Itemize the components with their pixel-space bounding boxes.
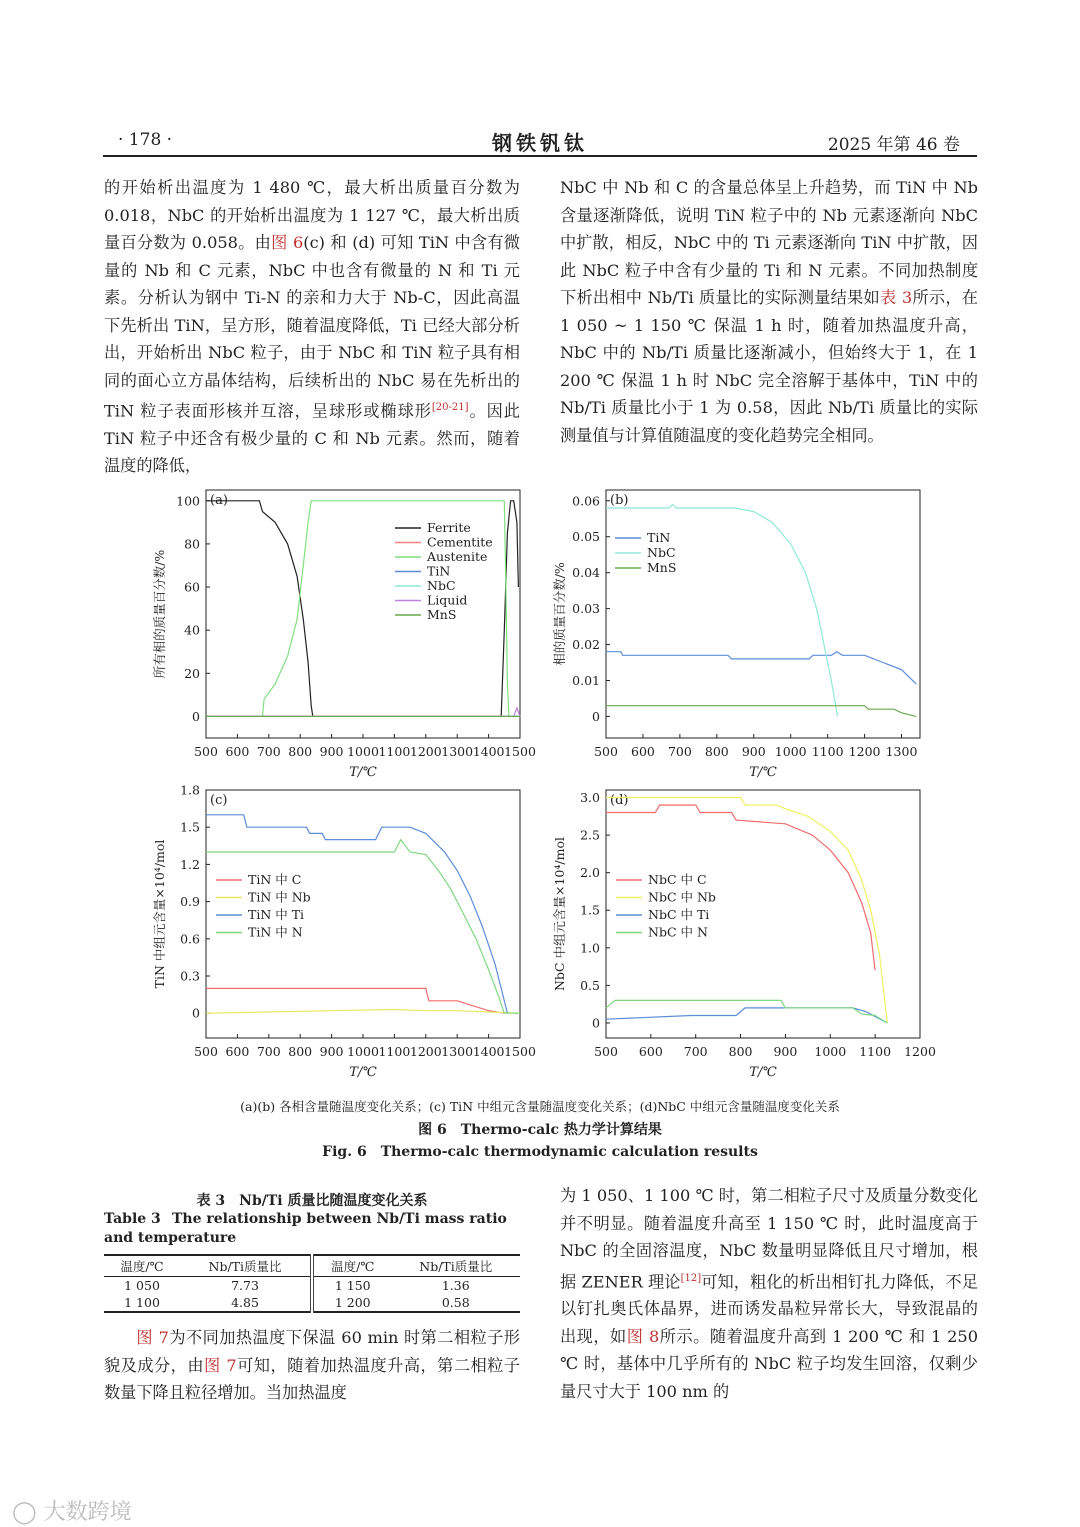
x-tick-label: 900 xyxy=(773,1044,798,1059)
x-tick-label: 500 xyxy=(194,1044,218,1059)
x-tick-label: 600 xyxy=(225,744,250,759)
text-segment: 可知，随着加热温度升高，第二相粒子数量下降且粒径增加。当加热温度 xyxy=(104,1355,521,1402)
watermark-icon: ◯ xyxy=(12,1500,37,1525)
x-tick-label: 1100 xyxy=(378,744,411,759)
text-segment: 为不同加热温度下保温 60 min 时第二相粒子形貌及成分，由 xyxy=(104,1328,520,1375)
table-header-cell: 温度/℃ xyxy=(120,1259,164,1274)
y-tick-label: 2.5 xyxy=(580,827,600,843)
chart-c xyxy=(150,782,536,1088)
panel-label: (c) xyxy=(210,793,228,808)
y-tick-label: 0.5 xyxy=(580,977,600,993)
x-axis-label: T/℃ xyxy=(349,1065,377,1080)
table-cell: 0.58 xyxy=(441,1295,470,1310)
x-tick-label: 800 xyxy=(288,1044,313,1059)
legend-label: NbC 中 N xyxy=(648,924,708,940)
page-number: · 178 · xyxy=(118,130,173,150)
x-tick-label: 700 xyxy=(683,1044,708,1059)
x-axis-label: T/℃ xyxy=(349,765,377,780)
x-tick-label: 600 xyxy=(225,1044,250,1059)
figure-caption-cn: 图 6 Thermo-calc 热力学计算结果 xyxy=(418,1122,662,1138)
x-tick-label: 1300 xyxy=(441,1044,474,1059)
x-tick-label: 1200 xyxy=(409,744,442,759)
legend-label: NbC xyxy=(647,545,676,560)
y-tick-label: 0.6 xyxy=(180,931,200,947)
y-tick-label: 80 xyxy=(184,536,200,552)
y-tick-label: 0.9 xyxy=(180,894,200,910)
legend-label: TiN 中 Ti xyxy=(248,907,305,922)
chart-svg-b xyxy=(550,484,930,784)
chart-svg-a xyxy=(150,484,536,784)
journal-issue: 2025 年第 46 卷 xyxy=(827,135,960,155)
body-text-right-bottom xyxy=(560,1182,978,1405)
legend-label: TiN 中 C xyxy=(248,872,302,887)
x-tick-label: 1100 xyxy=(811,744,844,759)
table-caption-text: The relationship between Nb/Ti mass ratio and temperature xyxy=(104,1211,507,1246)
legend-label: MnS xyxy=(427,607,457,622)
series-line xyxy=(606,805,875,970)
figure-ref-link[interactable]: 图 6 xyxy=(271,233,304,252)
y-tick-label: 0.3 xyxy=(180,968,200,984)
table-cell: 1 200 xyxy=(312,1294,392,1312)
header-rule xyxy=(103,155,977,157)
x-tick-label: 800 xyxy=(728,1044,753,1059)
y-axis-label: TiN 中组元含量×10⁴/mol xyxy=(152,839,167,989)
x-tick-label: 800 xyxy=(704,744,729,759)
x-tick-label: 1100 xyxy=(378,1044,411,1059)
table-header-cell: Nb/Ti质量比 xyxy=(419,1259,493,1274)
legend-label: NbC 中 Ti xyxy=(648,907,710,922)
text-segment: 。因此 TiN 粒子中还含有极少量的 C 和 Nb 元素。然而，随着温度的降低， xyxy=(104,401,520,476)
legend-label: Ferrite xyxy=(427,520,471,535)
y-tick-label: 0.06 xyxy=(572,493,600,509)
body-text-left-top xyxy=(104,174,520,480)
x-tick-label: 700 xyxy=(667,744,692,759)
y-tick-label: 1.0 xyxy=(580,940,600,956)
text-segment: 所示。随着温度升高到 1 200 ℃ 和 1 250 ℃ 时，基体中几乎所有的 NbC 粒子均发生回溶，仅剩少量尺寸大于 100 nm 的 xyxy=(560,1326,978,1401)
y-axis-label: 相的质量百分数/% xyxy=(552,562,567,666)
x-tick-label: 1100 xyxy=(859,1044,892,1059)
chart-svg-c xyxy=(150,782,536,1084)
y-tick-label: 1.2 xyxy=(180,856,200,872)
chart-svg-d xyxy=(550,784,936,1084)
y-tick-label: 60 xyxy=(184,579,200,595)
series-line xyxy=(206,501,518,717)
x-tick-label: 600 xyxy=(638,1044,663,1059)
y-tick-label: 20 xyxy=(184,665,200,681)
legend-label: Cementite xyxy=(427,534,493,550)
text-segment: 的开始析出温度为 1 480 ℃，最大析出质量百分数为 0.018，NbC 的开始析出温度为 1 127 ℃，最大析出质量百分数为 0.058。由 xyxy=(104,178,520,252)
panel-label: (d) xyxy=(610,793,629,808)
y-axis-label: NbC 中组元含量×10⁴/mol xyxy=(552,837,567,991)
text-segment: 可知，粗化的析出相钉扎力降低，不足以钉扎奥氏体晶界，进而诱发晶粒异常长大，导致混晶的出现，如 xyxy=(560,1271,979,1346)
y-tick-label: 1.5 xyxy=(580,902,600,918)
x-tick-label: 1500 xyxy=(504,1044,536,1059)
x-tick-label: 600 xyxy=(631,744,655,759)
legend-label: NbC 中 C xyxy=(648,872,707,887)
legend-label: NbC 中 Nb xyxy=(648,889,716,905)
y-tick-label: 0.03 xyxy=(572,601,600,617)
table-header-cell: 温度/℃ xyxy=(312,1255,392,1277)
panel-label: (b) xyxy=(610,493,629,508)
table-cell: 1.36 xyxy=(441,1278,470,1293)
series-line xyxy=(606,652,916,684)
figure-ref-link[interactable]: 图 7 xyxy=(136,1328,169,1347)
series-line xyxy=(606,706,916,717)
series-line xyxy=(206,708,520,717)
y-tick-label: 0 xyxy=(192,1005,200,1021)
table-caption-en xyxy=(104,1210,520,1248)
table-row xyxy=(104,1277,520,1295)
table-caption-cn: 表 3 Nb/Ti 质量比随温度变化关系 xyxy=(196,1193,428,1209)
citation-link[interactable]: [20-21] xyxy=(431,402,469,413)
x-tick-label: 1000 xyxy=(814,1044,847,1059)
x-tick-label: 500 xyxy=(194,744,218,759)
watermark-text: 大数跨境 xyxy=(43,1500,132,1525)
legend-label: MnS xyxy=(647,560,677,575)
y-tick-label: 0.04 xyxy=(572,565,600,581)
x-tick-label: 1500 xyxy=(504,744,536,759)
y-tick-label: 2.0 xyxy=(580,865,600,881)
legend-label: Liquid xyxy=(427,592,468,608)
table-cell: 4.85 xyxy=(231,1295,259,1310)
x-tick-label: 1000 xyxy=(347,1044,379,1059)
series-line xyxy=(606,1000,887,1023)
table-row xyxy=(104,1294,520,1312)
body-text-left-bottom xyxy=(104,1324,520,1407)
table-cell: 1 100 xyxy=(124,1295,160,1310)
table-cell: 1 050 xyxy=(124,1278,160,1293)
legend-label: TiN xyxy=(427,563,451,579)
figure-caption-en: Fig. 6 Thermo-calc thermodynamic calculation results xyxy=(322,1144,758,1160)
table-header-cell: Nb/Ti质量比 xyxy=(208,1259,282,1274)
plot-frame xyxy=(606,490,920,738)
x-tick-label: 700 xyxy=(256,1044,281,1059)
x-axis-label: T/℃ xyxy=(749,1065,777,1080)
x-tick-label: 1200 xyxy=(904,1044,936,1059)
y-tick-label: 0 xyxy=(592,1015,600,1031)
table-cell: 7.73 xyxy=(231,1278,259,1293)
x-tick-label: 700 xyxy=(256,744,281,759)
x-tick-label: 1300 xyxy=(885,744,918,759)
legend-label: Austenite xyxy=(427,549,488,564)
series-line xyxy=(606,504,838,716)
series-line xyxy=(206,1010,520,1014)
legend-label: TiN xyxy=(647,530,671,545)
x-tick-label: 1300 xyxy=(441,744,474,759)
y-tick-label: 40 xyxy=(184,622,200,638)
x-tick-label: 1400 xyxy=(472,744,505,759)
y-axis-label: 所有相的质量百分数/% xyxy=(152,549,167,679)
series-line xyxy=(606,1008,887,1023)
y-tick-label: 1.8 xyxy=(180,782,200,798)
figure-ref-link[interactable]: 图 7 xyxy=(204,1355,237,1375)
text-segment: 所示，在 1 050 ~ 1 150 ℃ 保温 1 h 时，随着加热温度升高，NbC 中的 Nb/Ti 质量比逐渐减小，但始终大于 1，在 1 200 ℃ 保温 1 h 时 NbC 完全溶解于基体中，TiN 中的 Nb/Ti 质量比小于 1 为 0.58，因此 Nb/Ti 质量比的实际测量值与计算值随温度的变化趋势完全相同。 xyxy=(560,288,978,445)
y-tick-label: 100 xyxy=(176,493,200,509)
x-tick-label: 800 xyxy=(288,744,313,759)
series-line xyxy=(206,501,520,717)
y-tick-label: 0 xyxy=(592,708,600,724)
x-axis-label: T/℃ xyxy=(749,765,777,780)
x-tick-label: 500 xyxy=(594,744,618,759)
table-caption-label: Table 3 xyxy=(104,1211,161,1227)
x-tick-label: 900 xyxy=(741,744,766,759)
x-tick-label: 1200 xyxy=(409,1044,442,1059)
y-tick-label: 0.01 xyxy=(572,672,600,688)
y-tick-label: 0.02 xyxy=(572,637,600,653)
chart-a xyxy=(150,484,536,788)
figure-subcaption: (a)(b) 各相含量随温度变化关系；(c) TiN 中组元含量随温度变化关系；(d)NbC 中组元含量随温度变化关系 xyxy=(240,1099,840,1114)
text-segment: (c) 和 (d) 可知 TiN 中含有微量的 Nb 和 C 元素，NbC 中也含有微量的 N 和 Ti 元素。分析认为钢中 Ti-N 的亲和力大于 Nb-C，因此高温下先析出 TiN，呈方形，随着温度降低，Ti 已经大部分析出，开始析出 NbC 粒子，由于 NbC 和 TiN 粒子具有相同的面心立方晶体结构，后续析出的 NbC 易在先析出的 TiN 粒子表面形核并互溶，呈球形或椭球形 xyxy=(104,233,520,421)
figure-ref-link[interactable]: 图 8 xyxy=(626,1326,660,1346)
y-tick-label: 0 xyxy=(192,708,200,724)
text-segment: 为 1 050、1 100 ℃ 时，第二相粒子尺寸及质量分数变化并不明显。随着温度升高至 1 150 ℃ 时，此时温度高于 NbC 的全固溶温度，NbC 数量明显降低且尺寸增加，根据 ZENER 理论 xyxy=(560,1186,978,1291)
x-tick-label: 1000 xyxy=(774,744,807,759)
legend-label: TiN 中 N xyxy=(248,924,303,940)
body-text-right-top xyxy=(560,174,978,449)
y-tick-label: 3.0 xyxy=(580,790,600,806)
x-tick-label: 500 xyxy=(594,1044,618,1059)
x-tick-label: 1200 xyxy=(848,744,881,759)
y-tick-label: 0.05 xyxy=(572,529,600,545)
x-tick-label: 1400 xyxy=(472,1044,505,1059)
x-tick-label: 1000 xyxy=(347,744,379,759)
y-tick-label: 1.5 xyxy=(180,819,200,835)
x-tick-label: 900 xyxy=(319,744,344,759)
x-tick-label: 900 xyxy=(319,1044,344,1059)
table-ref-link[interactable]: 表 3 xyxy=(880,288,913,307)
legend-label: NbC xyxy=(427,578,456,593)
chart-d xyxy=(550,784,936,1088)
text-segment: NbC 中 Nb 和 C 的含量总体呈上升趋势，而 TiN 中 Nb 含量逐渐降低，说明 TiN 粒子中的 Nb 元素逐渐向 NbC 中扩散，相反，NbC 中的 Ti 元素逐渐向 TiN 中扩散，因此 NbC 粒子中含有少量的 Ti 和 N 元素。不同加热制度下析出相中 Nb/Ti 质量比的实际测量结果如 xyxy=(560,178,978,307)
table-cell: 1 150 xyxy=(312,1277,392,1295)
series-line xyxy=(206,988,504,1013)
watermark xyxy=(12,1495,132,1526)
chart-b xyxy=(550,484,930,788)
citation-link[interactable]: [12] xyxy=(680,1272,702,1284)
table-header-row xyxy=(104,1255,520,1277)
panel-label: (a) xyxy=(210,493,228,508)
legend-label: TiN 中 Nb xyxy=(248,889,311,905)
nb-ti-ratio-table xyxy=(104,1254,520,1313)
plot-frame xyxy=(206,490,520,738)
journal-title: 钢铁钒钛 xyxy=(492,131,588,155)
